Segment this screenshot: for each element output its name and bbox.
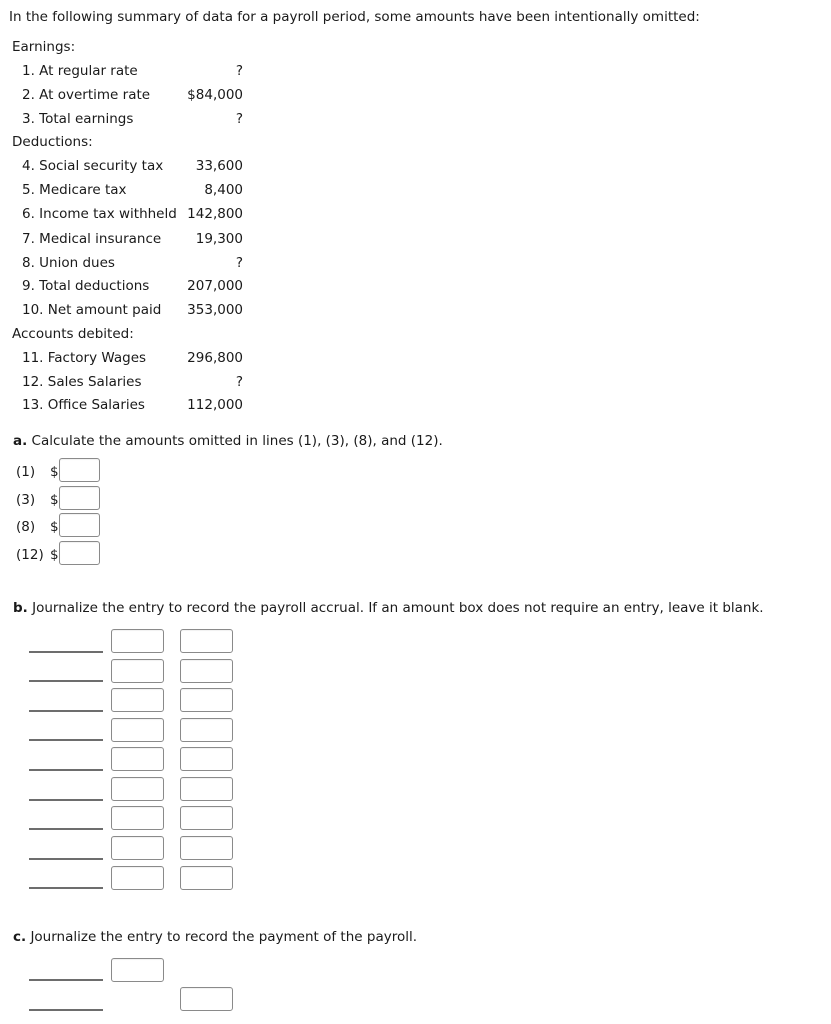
debit-input[interactable] [111, 836, 164, 860]
debit-input[interactable] [111, 629, 164, 653]
row-amount: ? [235, 255, 243, 271]
credit-input[interactable] [180, 747, 233, 771]
account-select[interactable] [29, 710, 103, 712]
row-amount: 353,000 [187, 302, 243, 318]
row-label: 2. At overtime rate [22, 87, 151, 103]
account-select[interactable] [29, 979, 103, 981]
row-label: 9. Total deductions [22, 278, 150, 294]
account-select[interactable] [29, 858, 103, 860]
part-a-text: Calculate the amounts omitted in lines (1), (3), (8), and (12). [31, 433, 443, 449]
part-b-letter: b. [13, 600, 28, 616]
dollar-sign: $ [50, 519, 59, 535]
answer-input-3[interactable] [59, 486, 100, 510]
credit-input[interactable] [180, 718, 233, 742]
debit-input[interactable] [111, 747, 164, 771]
part-a-letter: a. [13, 433, 28, 449]
answer-label: (1) [16, 464, 36, 480]
account-select[interactable] [29, 799, 103, 801]
row-label: 11. Factory Wages [22, 350, 147, 366]
part-a-prompt [13, 433, 443, 449]
part-b-text: Journalize the entry to record the payroll accrual. If an amount box does not require an entry, leave it blank. [32, 600, 764, 616]
dollar-sign: $ [50, 492, 59, 508]
row-amount: ? [235, 63, 243, 79]
account-select[interactable] [29, 651, 103, 653]
account-select[interactable] [29, 887, 103, 889]
row-amount: 296,800 [187, 350, 243, 366]
part-c-prompt [13, 929, 417, 945]
debit-input[interactable] [111, 958, 164, 982]
part-c-text: Journalize the entry to record the payment of the payroll. [30, 929, 418, 945]
credit-input[interactable] [180, 777, 233, 801]
row-amount: 33,600 [195, 158, 243, 174]
row-amount: 207,000 [187, 278, 243, 294]
earnings-heading: Earnings: [12, 39, 76, 55]
debit-input[interactable] [111, 688, 164, 712]
row-amount: 19,300 [195, 231, 243, 247]
row-label: 3. Total earnings [22, 111, 134, 127]
credit-input[interactable] [180, 866, 233, 890]
part-b-prompt [13, 600, 764, 616]
row-amount: ? [235, 374, 243, 390]
credit-input[interactable] [180, 688, 233, 712]
row-label: 7. Medical insurance [22, 231, 162, 247]
part-c-letter: c. [13, 929, 27, 945]
row-label: 4. Social security tax [22, 158, 164, 174]
answer-label: (12) [16, 547, 44, 563]
dollar-sign: $ [50, 464, 59, 480]
row-label: 10. Net amount paid [22, 302, 162, 318]
deductions-heading: Deductions: [12, 134, 93, 150]
row-amount: 8,400 [204, 182, 243, 198]
debit-input[interactable] [111, 777, 164, 801]
credit-input[interactable] [180, 659, 233, 683]
answer-input-1[interactable] [59, 458, 100, 482]
row-label: 8. Union dues [22, 255, 115, 271]
credit-input[interactable] [180, 987, 233, 1011]
row-label: 12. Sales Salaries [22, 374, 142, 390]
row-amount: 112,000 [187, 397, 243, 413]
row-label: 13. Office Salaries [22, 397, 145, 413]
account-select[interactable] [29, 769, 103, 771]
credit-input[interactable] [180, 806, 233, 830]
row-label: 5. Medicare tax [22, 182, 127, 198]
intro-text: In the following summary of data for a payroll period, some amounts have been intentionally omitted: [9, 9, 700, 25]
answer-input-12[interactable] [59, 541, 100, 565]
row-amount: ? [235, 111, 243, 127]
dollar-sign: $ [50, 547, 59, 563]
row-amount: 142,800 [187, 206, 243, 222]
debit-input[interactable] [111, 806, 164, 830]
account-select[interactable] [29, 828, 103, 830]
credit-input[interactable] [180, 629, 233, 653]
account-select[interactable] [29, 680, 103, 682]
answer-input-8[interactable] [59, 513, 100, 537]
row-label: 1. At regular rate [22, 63, 138, 79]
debit-input[interactable] [111, 718, 164, 742]
row-label: 6. Income tax withheld [22, 206, 177, 222]
row-amount: $84,000 [187, 87, 243, 103]
account-select[interactable] [29, 739, 103, 741]
accounts-heading: Accounts debited: [12, 326, 134, 342]
answer-label: (3) [16, 492, 36, 508]
credit-input[interactable] [180, 836, 233, 860]
answer-label: (8) [16, 519, 36, 535]
debit-input[interactable] [111, 659, 164, 683]
account-select[interactable] [29, 1009, 103, 1011]
debit-input[interactable] [111, 866, 164, 890]
